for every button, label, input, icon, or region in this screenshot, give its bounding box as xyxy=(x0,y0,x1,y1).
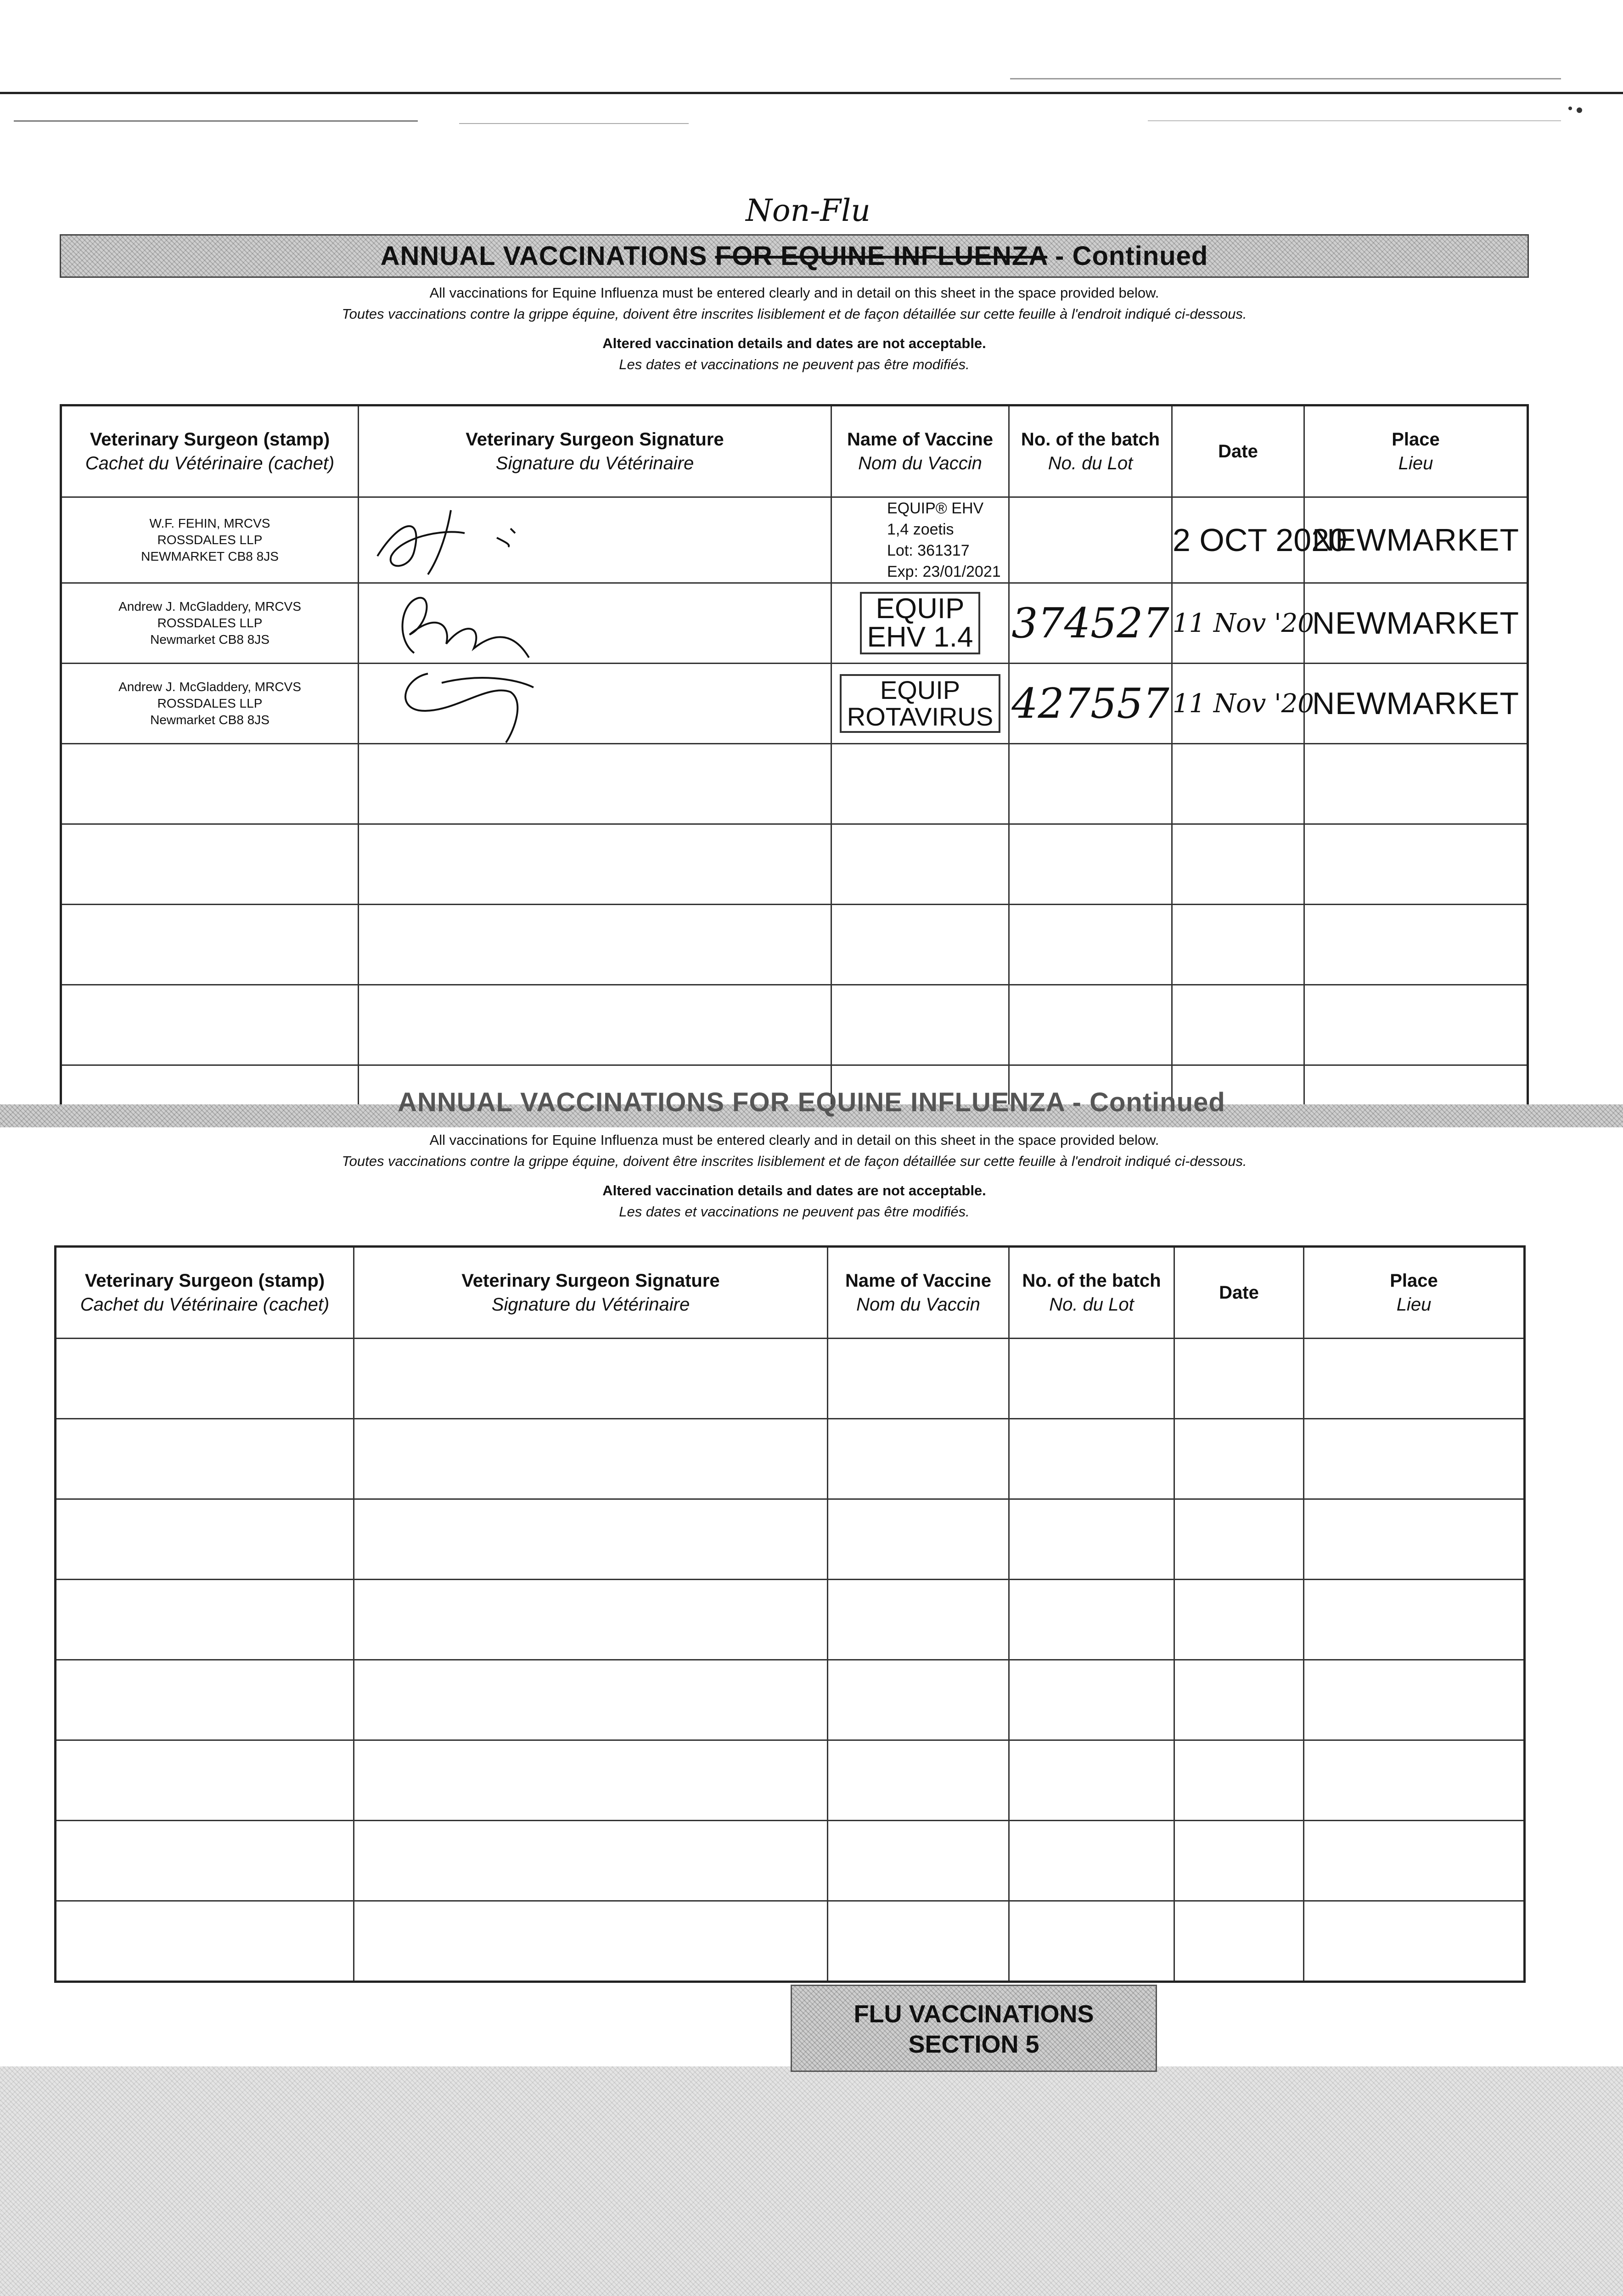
instructions-fr: Toutes vaccinations contre la grippe équine, doivent être inscrites lisiblement et de façon détaillée sur cette feuille à l'endroit indiqué ci-dessous. xyxy=(342,306,1247,322)
table-row xyxy=(61,664,1528,744)
banner-title-part2: - Continued xyxy=(1047,241,1208,271)
scan-noise-bottom xyxy=(0,2066,1623,2296)
vaccine-stamp-box: EQUIP ROTAVIRUS xyxy=(840,674,1000,733)
surgeon-stamp: W.F. FEHIN, MRCVS ROSSDALES LLP NEWMARKET CB8 8JS xyxy=(61,497,359,583)
warning-fr: Les dates et vaccinations ne peuvent pas être modifiés. xyxy=(619,356,970,372)
vaccination-table-top xyxy=(60,404,1529,1109)
table-row xyxy=(61,583,1528,664)
instructions-en: All vaccinations for Equine Influenza must be entered clearly and in detail on this sheet in the space provided below. xyxy=(429,1132,1159,1148)
header-signature: Veterinary Surgeon Signature Signature du Vétérinaire xyxy=(359,405,831,497)
vaccine-cell xyxy=(831,664,1009,744)
section-tab-line2: SECTION 5 xyxy=(908,2031,1039,2058)
header-signature: Veterinary Surgeon Signature Signature du Vétérinaire xyxy=(354,1247,828,1339)
vaccine-cell xyxy=(831,497,1009,583)
scan-noise-top xyxy=(0,0,1623,152)
table-row xyxy=(56,1339,1525,1419)
table-row xyxy=(61,497,1528,583)
surgeon-stamp: Andrew J. McGladdery, MRCVS ROSSDALES LLP Newmarket CB8 8JS xyxy=(61,583,359,664)
header-place: Place Lieu xyxy=(1304,405,1528,497)
header-place: Place Lieu xyxy=(1304,1247,1525,1339)
table-row xyxy=(56,1660,1525,1740)
handwritten-note: Non-Flu xyxy=(746,193,870,228)
header-date: Date xyxy=(1174,1247,1304,1339)
vaccine-lot: Lot: 361317 xyxy=(887,542,970,559)
signature-cell xyxy=(359,664,831,744)
table-row xyxy=(56,1419,1525,1499)
table-row xyxy=(56,1740,1525,1821)
place-cell: NEWMARKET xyxy=(1304,664,1528,744)
header-batch: No. of the batch No. du Lot xyxy=(1009,1247,1174,1339)
table-row xyxy=(56,1821,1525,1901)
vaccine-cell xyxy=(831,583,1009,664)
warning-en: Altered vaccination details and dates are not acceptable. xyxy=(602,1182,986,1199)
header-row xyxy=(61,405,1528,497)
section-tab-line1: FLU VACCINATIONS xyxy=(854,2000,1094,2028)
vaccine-exp: Exp: 23/01/2021 xyxy=(887,563,1001,580)
date-cell: 2 OCT 2020 xyxy=(1172,497,1304,583)
signature-cell xyxy=(359,583,831,664)
instructions-bottom xyxy=(60,1130,1529,1222)
place-cell: NEWMARKET xyxy=(1304,583,1528,664)
vaccine-name: EQUIP® EHV 1,4 zoetis xyxy=(887,500,984,538)
header-batch: No. of the batch No. du Lot xyxy=(1009,405,1172,497)
batch-cell: 374527 xyxy=(1009,583,1172,664)
date-cell: 11 Nov '20 xyxy=(1172,664,1304,744)
vaccination-table-bottom xyxy=(54,1245,1526,1983)
banner-title-struck: FOR EQUINE INFLUENZA xyxy=(715,241,1048,271)
header-date: Date xyxy=(1172,405,1304,497)
signature-image xyxy=(359,584,635,662)
banner-title-part1: ANNUAL VACCINATIONS xyxy=(380,241,715,271)
place-cell: NEWMARKET xyxy=(1304,497,1528,583)
warning-en: Altered vaccination details and dates are not acceptable. xyxy=(602,335,986,351)
table-row xyxy=(61,744,1528,824)
instructions-top xyxy=(60,282,1529,375)
table-row xyxy=(61,905,1528,985)
header-vaccine: Name of Vaccine Nom du Vaccin xyxy=(831,405,1009,497)
section-banner-bottom xyxy=(0,1087,1623,1127)
signature-image xyxy=(359,501,635,579)
table-row xyxy=(56,1901,1525,1982)
table-row xyxy=(61,985,1528,1065)
banner-title-bottom: ANNUAL VACCINATIONS FOR EQUINE INFLUENZA - Continued xyxy=(398,1087,1225,1117)
section-tab xyxy=(791,1985,1157,2072)
signature-image xyxy=(359,664,635,743)
date-cell: 11 Nov '20 xyxy=(1172,583,1304,664)
signature-cell xyxy=(359,497,831,583)
vaccine-stamp-box: EQUIP EHV 1.4 xyxy=(860,592,981,654)
surgeon-stamp: Andrew J. McGladdery, MRCVS ROSSDALES LLP Newmarket CB8 8JS xyxy=(61,664,359,744)
instructions-en: All vaccinations for Equine Influenza must be entered clearly and in detail on this sheet in the space provided below. xyxy=(429,285,1159,301)
header-surgeon: Veterinary Surgeon (stamp) Cachet du Vétérinaire (cachet) xyxy=(61,405,359,497)
header-surgeon: Veterinary Surgeon (stamp) Cachet du Vétérinaire (cachet) xyxy=(56,1247,354,1339)
section-banner-top xyxy=(60,234,1529,278)
instructions-fr: Toutes vaccinations contre la grippe équine, doivent être inscrites lisiblement et de façon détaillée sur cette feuille à l'endroit indiqué ci-dessous. xyxy=(342,1153,1247,1169)
batch-cell xyxy=(1009,497,1172,583)
warning-fr: Les dates et vaccinations ne peuvent pas être modifiés. xyxy=(619,1204,970,1220)
table-row xyxy=(56,1499,1525,1580)
banner-title-top xyxy=(381,241,1208,271)
table-row xyxy=(61,824,1528,905)
header-vaccine: Name of Vaccine Nom du Vaccin xyxy=(828,1247,1009,1339)
header-row xyxy=(56,1247,1525,1339)
batch-cell: 427557 xyxy=(1009,664,1172,744)
table-row xyxy=(56,1580,1525,1660)
